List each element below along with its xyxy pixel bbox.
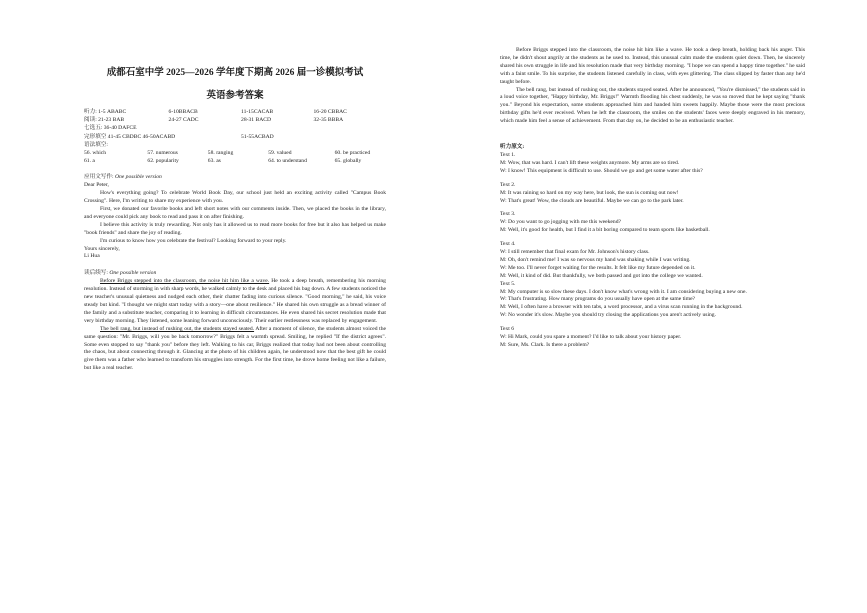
answer-row [84,124,386,132]
grammar-row [84,149,386,157]
grammar-cell: 61. a [84,158,95,165]
dialogue-line: M: It was raining so hard on my way here, but look, the sun is coming out now! [500,189,679,196]
continuation-opening-sentence: The bell rang, but instead of rushing out, the students stayed seated. [100,325,255,332]
answer-cell: 24-27 CADC [168,117,199,124]
continuation-body: After a moment of silence, the students almost voiced the same question: "Mr. Briggs, will you be back tomorrow?" Briggs felt a warmth spread. Smiling, he replied "If the district agrees". Some even stopped to say "thank you" before they left. Walking to his car, Briggs realized that today had not been about controlling the chaos, but about connecting through it. Glancing at the photo of his children again, he understood now that the best gift he could give them was a father who learned to transform his struggles into strength. For the first time, he drove home feeling not like a failure, but like a real teacher. [84,325,386,372]
listening-text [500,281,805,321]
grammar-cell: 62. popularity [147,158,179,165]
dialogue-line: W: Do you want to go jogging with me this weekend? [500,219,621,226]
answer-key-table [84,108,386,149]
continuation-label: 读后续写: [84,270,108,277]
page-title: 成都石室中学 2025—2026 学年度下期高 2026 届一诊模拟考试 [106,68,364,78]
grammar-row [84,157,386,165]
grammar-table [84,149,386,165]
grammar-cell: 58. ranging [207,150,234,157]
alt-version-paragraph: The bell rang, but instead of rushing out, the students stayed seated. After he announced, "You're dismissed," the students said in a loud voice together, "Happy birthday, Mr. Briggs!" Warmth flooding his chest suddenly, he was so moved that he kept saying "thank you." Beyond his expectation, some students approached him and handed him sweets happily. Maybe those were the most precious birthday gifts he'd ever received. When he left the classroom, the smiles on the students' faces were deeply engraved in his memory, which made him feel a sense of achievement. From that day on, he decided to be an enthusiastic teacher. [500,86,805,125]
listening-heading: 听力原文: [500,144,525,151]
answer-cell: 七选五: 36-40 DAFCE [84,125,137,132]
listening-text [500,152,805,176]
text-label: Text 2. [500,181,516,188]
alt-version-paragraph: Before Briggs stepped into the classroom, the noise hit him like a wave. He took a deep breath, holding back his anger. This time, he didn't shout angrily at the students as he used to. Instead, this unusual calm made the students quiet down. Then, he sincerely shared his own struggle in life and his resolution made that very birthday morning. "I hope we can spend a happy time together." he said with a faint smile. To his surprise, the students listened carefully in class, with eyes glittering. The class slipped by faster than any he'd taught before. [500,47,806,85]
continuation-body: He took a deep breath, remembering his morning resolution. Instead of storming in with sharp words, he walked calmly to the desk and placed his bag down. A few students noticed the new teacher's unusual quietness and nudged each other, their chatter fading into curious silence. "Good morning," he said, his voice steady but kind. "I thought we might start today with a story—one about resilience." He shared his own struggle as a bread winner of the family and a substitute teacher, comparing it to learning in difficult circumstances. He even shared his secret resolution made that very birthday morning. They listened, some leaning forward unconsciously. Their earlier restlessness was replaced by engagement. [84,278,386,324]
application-version: One possible version [114,174,162,181]
dialogue-line: W: That's frustrating. How many programs do you usually have open at the same time? [500,296,696,303]
text-label: Text 1. [500,151,516,158]
dialogue-line: M: Well, I often have a browser with ten tabs, a word processor, and a virus scan running in the background. [500,304,743,311]
dialogue-line: W: I still remember that final exam for Mr. Johnson's history class. [500,249,650,256]
closing: Yours sincerely, [84,245,120,252]
grammar-cell: 63. as [207,158,221,165]
answer-row [84,116,386,124]
answer-row [84,141,386,149]
grammar-cell: 57. numerous [147,150,178,157]
dialogue-line: W: That's great! Wow, the clouds are beautiful. Maybe we can go to the park later. [500,197,684,204]
page-subtitle: 英语参考答案 [206,91,264,101]
continuation-paragraph [84,326,386,373]
application-paragraph: I believe this activity is truly rewarding. Not only has it allowed us to read more books for free but it also has helped us make "book friends" and share the joy of reading. [84,221,386,236]
answer-cell: 28-31 BACD [241,117,272,124]
dialogue-line: W: I know! This equipment is difficult to use. Should we go and get some water after this? [500,167,703,174]
dialogue-line: M: Wow, that was hard. I can't lift these weights anymore. My arms are so tired. [500,159,680,166]
signature: Li Hua [84,253,100,260]
text-label: Text 3. [500,211,516,218]
answer-cell: 32-35 BBBA [313,117,344,124]
text-label: Text 5. [500,280,516,287]
dialogue-line: M: Oh, don't remind me! I was so nervous my hand was shaking while I was writing. [500,256,691,263]
grammar-cell: 60. be practiced [334,150,371,157]
answer-cell: 16-20 CBBAC [313,109,347,115]
dialogue-line: M: My computer is so slow these days. I don't know what's wrong with it. I am considering buying a new one. [500,288,747,295]
dialogue-line: W: No wonder it's slow. Maybe you should try closing the applications you aren't actively using. [500,312,716,319]
answer-row [84,133,386,141]
application-paragraph: I'm curious to know how you celebrate the festival? Looking forward to your reply. [100,237,287,244]
answer-cell: 完形填空 41-45 CBDBC 46-50ACABD [84,133,176,140]
grammar-label: 语法填空: [84,141,108,148]
grammar-cell: 65. globally [334,158,362,165]
answer-cell: 51-55ACBAD [241,133,274,140]
listening-text [500,211,805,235]
application-label: 应用文写作: [84,174,114,181]
dialogue-line: M: Sure, Ms. Clark. Is there a problem? [500,342,590,348]
dialogue-line: W: Me too. I'll never forget waiting for the results. It felt like my future depended on it. [500,264,696,271]
salutation: Dear Peter, [84,182,109,189]
dialogue-line: W: Hi Mark, could you spare a moment? I'd like to talk about your history paper. [500,334,682,341]
grammar-cell: 56. which [84,150,107,157]
answer-cell: 11-15CACAB [241,109,274,115]
dialogue-line: M: Well, it's good for health, but I find it a bit boring compared to team sports like basketball. [500,227,710,234]
grammar-cell: 59. valued [268,150,292,157]
answer-row [84,108,386,116]
listening-text [500,241,805,281]
grammar-cell: 64. to understand [268,158,307,165]
listening-text [500,326,805,350]
listening-text [500,182,805,206]
right-column [500,47,805,350]
application-paragraph: How's everything going? To celebrate World Book Day, our school just held an exciting activity called "Campus Book Crossing". Here, I'm writing to share my experience with you. [84,190,386,205]
application-heading [84,174,386,182]
left-column [84,0,386,373]
continuation-opening-sentence: Before Briggs stepped into the classroom, the noise hit him like a wave. [100,278,270,285]
answer-cell: 阅读: 21-23 BAB [84,117,125,124]
text-label: Text 4. [500,241,516,248]
continuation-version: One possible version [109,270,157,277]
dialogue-line: M: Well, it kind of did. But thankfully, we both passed and got into the college we wanted. [500,272,703,279]
application-paragraph: First, we donated our favorite books and left short notes with our comments inside. Then, we placed the books in the library, and everyone could pick any book to read and pass it on after finishing. [84,206,386,220]
answer-cell: 听力: 1-5 ABABC [84,109,127,115]
continuation-paragraph [84,278,386,325]
text-label: Text 6 [500,326,515,333]
answer-cell: 6-10BBACB [168,109,198,115]
